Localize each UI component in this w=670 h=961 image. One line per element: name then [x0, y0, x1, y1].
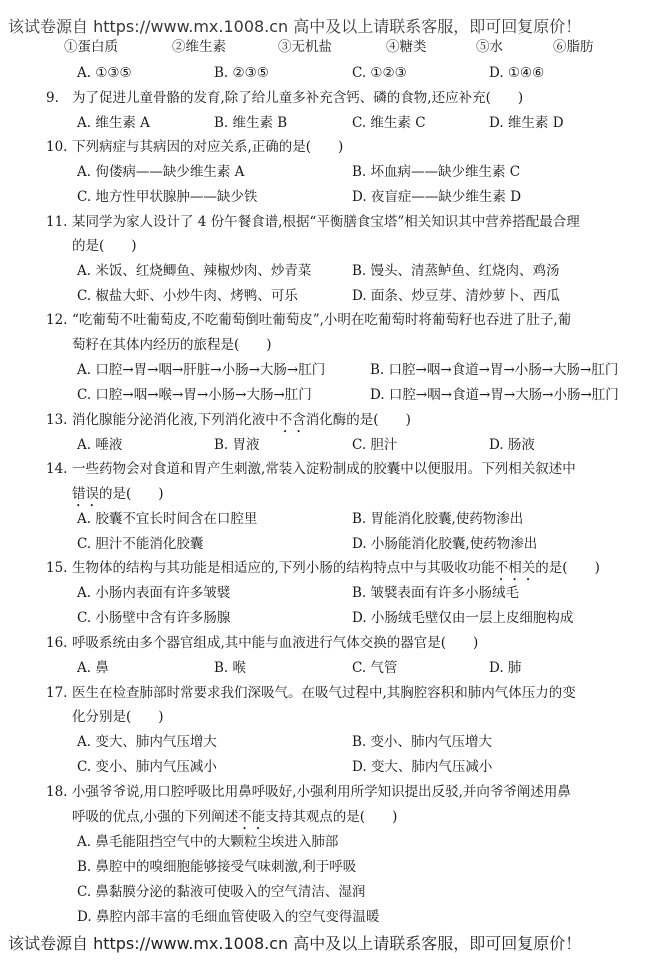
- option: D. 变大、肺内气压减小: [352, 759, 493, 775]
- option: B. 口腔→咽→食道→胃→小肠→大肠→肛门: [370, 362, 619, 378]
- option: A. 佝偻病——缺少维生素 A: [77, 164, 245, 180]
- option: C. 变小、肺内气压减小: [77, 759, 217, 775]
- emphasis-text: 错误: [72, 486, 99, 502]
- option: D. 面条、炒豆芽、清炒萝卜、西瓜: [352, 288, 560, 304]
- question-number: 16.: [46, 635, 68, 651]
- option: A. 变大、肺内气压增大: [77, 734, 217, 750]
- question-text: 医生在检查肺部时常要求我们深吸气。在吸气过程中,其胸腔容积和肺内气体压力的变: [72, 685, 576, 701]
- option: A. 口腔→胃→咽→肝脏→小肠→大肠→肛门: [77, 362, 326, 378]
- option: B. 皱襞表面有许多小肠绒毛: [352, 585, 520, 601]
- question-text: [72, 559, 600, 584]
- option: B. 坏血病——缺少维生素 C: [352, 164, 521, 180]
- option: A. 唾液: [77, 437, 123, 453]
- option: B. ②③⑤: [214, 65, 269, 81]
- question-text: 呼吸系统由多个器官组成,其中能与血液进行气体交换的器官是( ): [72, 635, 479, 651]
- text-part: 生物体的结构与其功能是相适应的,下列小肠的结构特点中与其吸收功能: [72, 560, 495, 576]
- question-text: 为了促进儿童骨骼的发育,除了给儿童多补充含钙、磷的食物,还应补充( ): [72, 90, 524, 106]
- option: B. 维生素 B: [214, 115, 288, 131]
- question-number: 12.: [46, 312, 68, 328]
- option: D. 维生素 D: [489, 115, 564, 131]
- option: C. 口腔→咽→喉→胃→小肠→大肠→肛门: [77, 387, 312, 403]
- question-number: 14.: [46, 461, 68, 477]
- option: A. 小肠内表面有许多皱襞: [77, 585, 231, 601]
- question-text: 小强爷爷说,用口腔呼吸比用鼻呼吸好,小强利用所学知识提出反驳,并向爷爷阐述用鼻: [72, 784, 571, 800]
- q8-item: ③无机盐: [278, 39, 332, 55]
- option: B. 变小、肺内气压增大: [352, 734, 493, 750]
- q8-item: ②维生素: [172, 39, 226, 55]
- option: A. 鼻毛能阻挡空气中的大颗粒尘埃进入肺部: [77, 834, 339, 850]
- question-text: [72, 411, 411, 436]
- text-part: 支持其观点的是( ): [265, 809, 398, 825]
- q8-item: ⑥脂肪: [553, 39, 594, 55]
- text-part: 消化腺能分泌消化液,下列消化液中: [72, 412, 279, 428]
- option: B. 喉: [214, 660, 247, 676]
- text-part: 消化酶的是( ): [305, 412, 411, 428]
- question-number: 9.: [46, 90, 59, 106]
- option: A. ①③⑤: [77, 65, 132, 81]
- option: D. 口腔→咽→食道→胃→大肠→小肠→肛门: [370, 387, 619, 403]
- q8-item: ⑤水: [476, 39, 503, 55]
- question-number: 11.: [46, 214, 68, 230]
- question-text: 某同学为家人设计了 4 份午餐食谱,根据“平衡膳食宝塔”相关知识其中营养搭配最合理: [72, 214, 580, 230]
- option: D. 鼻腔内部丰富的毛细血管使吸入的空气变得温暖: [77, 909, 380, 925]
- option: D. 夜盲症——缺少维生素 D: [352, 189, 522, 205]
- text-part: 的是( ): [535, 560, 600, 576]
- option: D. 肠液: [489, 437, 535, 453]
- question-number: 18.: [46, 784, 68, 800]
- emphasis-text: 不相关: [494, 560, 536, 576]
- question-text: 下列病症与其病因的对应关系,正确的是( ): [72, 139, 344, 155]
- option: C. 胆汁: [352, 437, 398, 453]
- option: C. 气管: [352, 660, 398, 676]
- option: A. 维生素 A: [77, 115, 150, 131]
- question-number: 17.: [46, 685, 68, 701]
- text-part: 呼吸的优点,小强的下列阐述: [72, 809, 239, 825]
- q8-item: ④糖类: [386, 39, 427, 55]
- option: D. ①④⑥: [489, 65, 545, 81]
- option: C. 胆汁不能消化胶囊: [77, 536, 204, 552]
- option: C. 小肠壁中含有许多肠腺: [77, 610, 231, 626]
- question-number: 15.: [46, 560, 68, 576]
- question-text: [72, 808, 397, 833]
- option: C. 地方性甲状腺肿——缺少铁: [77, 189, 258, 205]
- question-text: 化分别是( ): [72, 709, 164, 725]
- option: B. 鼻腔中的嗅细胞能够接受气味刺激,利于呼吸: [77, 859, 357, 875]
- option: D. 小肠绒毛壁仅由一层上皮细胞构成: [352, 610, 574, 626]
- option: A. 米饭、红烧鲫鱼、辣椒炒肉、炒青菜: [77, 263, 312, 279]
- question-text: 萄籽在其体内经历的旅程是( ): [72, 337, 272, 353]
- option: A. 胶囊不宜长时间含在口腔里: [77, 511, 258, 527]
- watermark-top: 该试卷源自 https://www.mx.1008.cn 高中及以上请联系客服，即可回复原价！: [8, 17, 582, 36]
- question-text: 一些药物会对食道和胃产生刺激,常装入淀粉制成的胶囊中以便服用。下列相关叙述中: [72, 461, 576, 477]
- option: B. 胃能消化胶囊,使药物渗出: [352, 511, 524, 527]
- text-part: 的是( ): [99, 486, 164, 502]
- option: C. 椒盐大虾、小炒牛肉、烤鸭、可乐: [77, 288, 298, 304]
- question-text: “吃葡萄不吐葡萄皮,不吃葡萄倒吐葡萄皮”,小明在吃葡萄时将葡萄籽也吞进了肚子,葡: [72, 312, 572, 328]
- option: B. 馒头、清蒸鲈鱼、红烧肉、鸡汤: [352, 263, 560, 279]
- question-text: 的是( ): [72, 238, 137, 254]
- option: D. 小肠能消化胶囊,使药物渗出: [352, 536, 538, 552]
- question-number: 13.: [46, 412, 68, 428]
- option: C. 鼻黏膜分泌的黏液可使吸入的空气清洁、湿润: [77, 884, 366, 900]
- option: C. 维生素 C: [352, 115, 426, 131]
- watermark-bottom: 该试卷源自 https://www.mx.1008.cn 高中及以上请联系客服，即可回复原价！: [8, 934, 582, 953]
- emphasis-text: 不能: [238, 809, 266, 825]
- option: C. ①②③: [352, 65, 407, 81]
- question-text: [72, 485, 164, 510]
- option: B. 胃液: [214, 437, 260, 453]
- question-number: 10.: [46, 139, 68, 155]
- emphasis-text: 不含: [278, 412, 306, 428]
- option: D. 肺: [489, 660, 522, 676]
- q8-item: ①蛋白质: [64, 39, 118, 55]
- option: A. 鼻: [77, 660, 109, 676]
